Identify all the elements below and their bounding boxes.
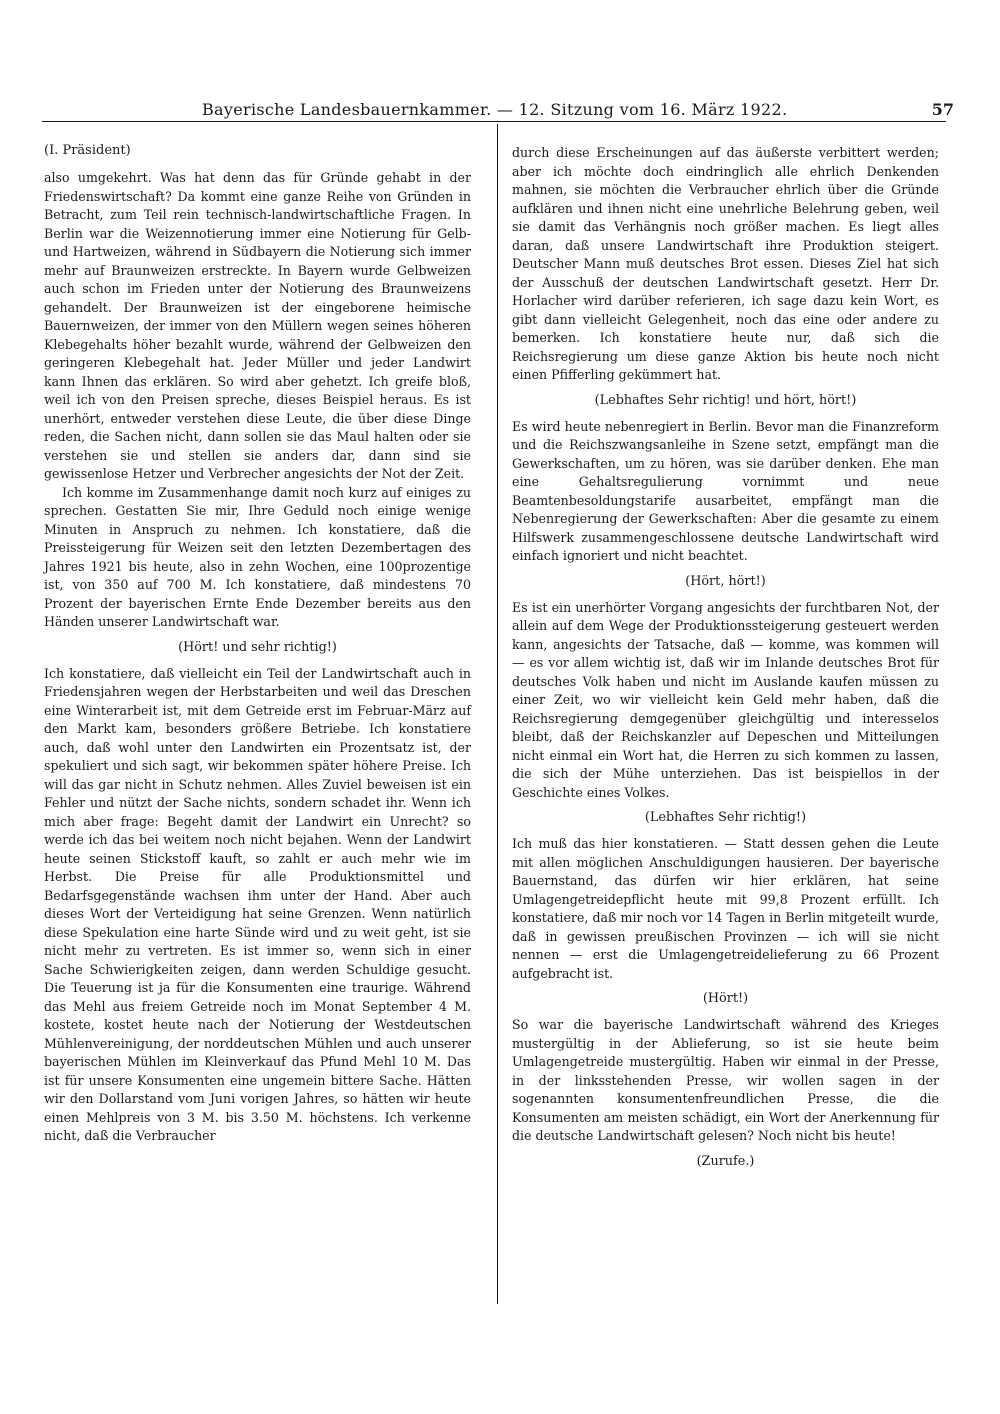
page-header: [42, 100, 962, 126]
paragraph: Es wird heute nebenregiert in Berlin. Bevor man die Finanzreform und die Reichszwangsanleihe in Szene setzt, empfängt man die Gewerkschaften, um zu hören, was sie darüber denken. Ehe man eine Gehaltsregulierung vornimmt und neue Beamtenbesoldungstarife ausarbeitet, empfängt man die Nebenregierung der Gewerkschaften: Aber die gesamte zu einem Hilfswerk zusammengeschlossene deutsche Landwirtschaft wird einfach ignoriert und nicht beachtet.: [512, 418, 939, 563]
paragraph: Ich konstatiere, daß vielleicht ein Teil der Landwirtschaft auch in Friedensjahren wegen der Herbstarbeiten und weil das Dreschen eine Winterarbeit ist, mit dem Getreide erst im Februar-März auf den Markt kam, besonders größere Betriebe. Ich konstatiere auch, daß wohl unter den Landwirten ein Prozentsatz ist, der spekuliert und sich sagt, wir bekommen später höhere Preise. Ich will das gar nicht in Schutz nehmen. Alles Zuviel beweisen ist ein Fehler und nützt der Sache nichts, sondern schadet ihr. Wenn ich mich aber frage: Begeht damit der Landwirt ein Unrecht? so werde ich das bei weitem noch nicht bejahen. Wenn der Landwirt heute seinen Stickstoff kauft, so zahlt er auch mehr wie im Herbst. Die Preise für alle Produktionsmittel und Bedarfsgegenstände wachsen ihm unter der Hand. Aber auch dieses Wort der Verteidigung hat seine Grenzen. Wenn natürlich diese Spekulation eine harte Sünde wird und zu weit geht, ist sie nicht mehr zu vertreten. Es ist immer so, wenn sich in einer Sache Schwierigkeiten zeigen, dann werden Schuldige gesucht. Die Teuerung ist ja für die Konsumenten eine traurige. Während das Mehl aus freiem Getreide noch im Monat September 4 M. kostete, kostet heute nach der Notierung der Westdeutschen Mühlenvereinigung, der norddeutschen Mühlen und auch unserer bayerischen Mühlen im Kleinverkauf das Pfund Mehl 10 M. Das ist für unsere Konsumenten eine ungemein bittere Sache. Hätten wir den Dollarstand vom Juni vorigen Jahres, so hätten wir heute einen Mehlpreis von 3 M. bis 3.50 M. höchstens. Ich verkenne nicht, daß die Verbraucher: [44, 665, 471, 1143]
speaker-label: (I. Präsident): [44, 143, 131, 158]
interjection: (Hört, hört!): [685, 573, 766, 589]
paragraph: Ich komme im Zusammenhange damit noch kurz auf einiges zu sprechen. Gestatten Sie mir, Ihre Geduld noch einige wenige Minuten in Anspruch zu nehmen. Ich konstatiere, daß die Preissteigerung für Weizen seit den letzten Dezembertagen des Jahres 1921 bis heute, also in zehn Wochen, eine 100prozentige ist, von 350 auf 700 M. Ich konstatiere, daß mindestens 70 Prozent der bayerischen Ernte Ende Dezember bereits aus den Händen unserer Landwirtschaft war.: [44, 484, 471, 629]
right-column: [512, 144, 939, 1179]
paragraph: also umgekehrt. Was hat denn das für Gründe gehabt in der Friedenswirtschaft? Da kommt eine ganze Reihe von Gründen in Betracht, zum Teil rein technisch-landwirtschaftliche Fragen. In Berlin war die Weizennotierung immer eine Notierung für Gelb- und Hartweizen, während in Südbayern die Notierung sich immer mehr auf Braunweizen erstreckte. In Bayern wurde Gelbweizen auch schon im Frieden unter der Notierung des Braunweizens gehandelt. Der Braunweizen ist der eingeborene heimische Bauernweizen, der immer von den Müllern wegen seines höheren Klebegehalts höher bezahlt wurde, während der Gelbweizen den geringeren Klebegehalt hat. Jeder Müller und jeder Landwirt kann Ihnen das erklären. So wird aber gehetzt. Ich greife bloß, weil ich von den Preisen spreche, dieses Beispiel heraus. Es ist unerhört, entweder verstehen diese Leute, die über diese Dinge reden, die Sachen nicht, dann sollen sie das Maul halten oder sie verstehen sie und stellen sie anders dar, dann sind sie gewissenlose Hetzer und Verbrecher angesichts der Not der Zeit.: [44, 170, 471, 481]
paragraph: So war die bayerische Landwirtschaft während des Krieges mustergültig in der Ablieferung, so ist sie heute beim Umlagengetreide mustergültig. Haben wir einmal in der Presse, in der linksstehenden Presse, wir wollen sagen in der sogenannten konsumentenfreundlichen Presse, die die Konsumenten am meisten schädigt, ein Wort der Anerkennung für die deutsche Landwirtschaft gelesen? Noch nicht bis heute!: [512, 1017, 939, 1143]
interjection: (Lebhaftes Sehr richtig!): [644, 810, 807, 825]
interjection: (Hört!): [702, 991, 749, 1006]
interjection: (Zurufe.): [696, 1153, 755, 1169]
paragraph: Ich muß das hier konstatieren. — Statt dessen gehen die Leute mit allen möglichen Anschuldigungen hausieren. Der bayerische Bauernstand, das dürfen wir hier erklären, hat seine Umlagengetreidepflicht heute mit 99,8 Prozent erfüllt. Ich konstatiere, daß mir noch vor 14 Tagen in Berlin mitgeteilt wurde, daß in gewissen preußischen Provinzen — ich will sie nicht nennen — erst die Umlagengetreidelieferung zu 66 Prozent aufgebracht ist.: [512, 836, 939, 981]
running-head: Bayerische Landesbauernkammer. — 12. Sitzung vom 16. März 1922.: [202, 100, 788, 119]
page-number: 57: [931, 100, 954, 119]
paragraph: durch diese Erscheinungen auf das äußerste verbittert werden; aber ich möchte doch eindringlich alle ehrlich Denkenden mahnen, sie möchten die Verbraucher ehrlich über die Gründe aufklären und ihnen nicht eine unehrliche Belehrung geben, weil sie damit das Verhängnis noch größer machen. Es liegt alles daran, daß unsere Landwirtschaft ihre Produktion steigert. Deutscher Mann muß deutsches Brot essen. Dieses Ziel hat sich der Ausschuß der deutschen Landwirtschaft gesetzt. Herr Dr. Horlacher wird darüber referieren, ich sage dazu kein Wort, es gibt dann vielleicht Gelegenheit, noch das eine oder andere zu bemerken. Ich konstatiere heute nur, daß sich die Reichsregierung um diese ganze Aktion bis heute noch nicht einen Pfifferling gekümmert hat.: [512, 145, 939, 382]
paragraph: Es ist ein unerhörter Vorgang angesichts der furchtbaren Not, der allein auf dem Wege der Produktionssteigerung gesteuert werden kann, angesichts der Tatsache, daß — komme, was kommen will — es vor allem wichtig ist, daß wir im Inlande deutsches Brot für deutsches Volk haben und nicht im Auslande kaufen müssen zu einer Zeit, wo wir vielleicht kein Geld mehr haben, daß die Reichsregierung demgegenüber gleichgültig und interesselos bleibt, daß der Reichskanzler auf Depeschen und Mitteilungen nicht einmal ein Wort hat, die Herren zu sich kommen zu lassen, die sich der Mühe unterziehen. Das ist beispiellos in der Geschichte eines Volkes.: [512, 599, 939, 800]
column-divider: [497, 124, 498, 1304]
interjection: (Hört! und sehr richtig!): [178, 639, 337, 655]
left-column: [44, 142, 471, 1146]
header-rule: [42, 121, 946, 122]
interjection: (Lebhaftes Sehr richtig! und hört, hört!): [594, 392, 857, 408]
